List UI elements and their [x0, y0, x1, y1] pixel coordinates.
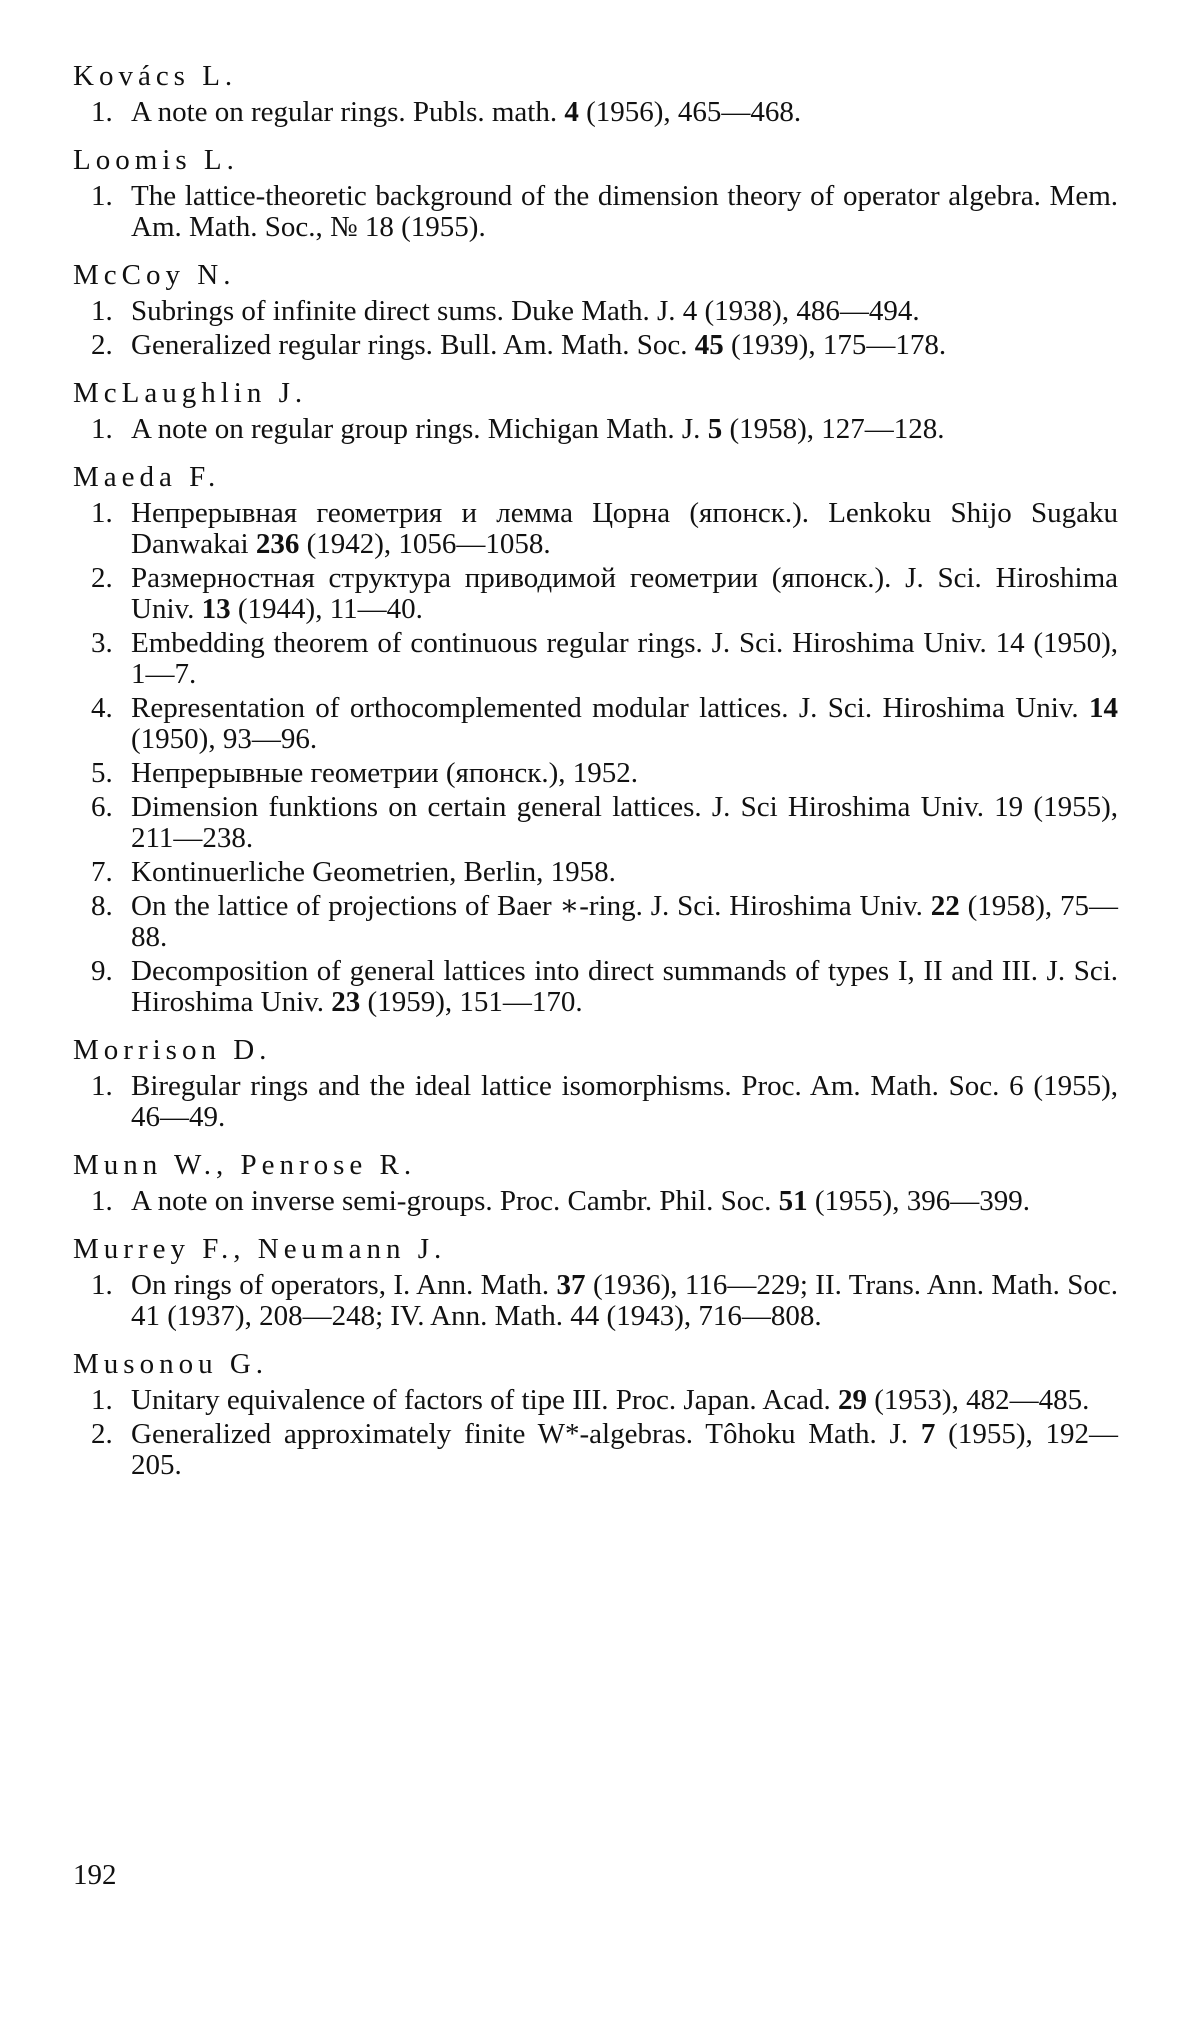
author-name: Morrison D.	[73, 1034, 272, 1066]
entry-text: On the lattice of projections of Baer ∗-ring. J. Sci. Hiroshima Univ.	[131, 890, 923, 922]
entry-volume: 22	[930, 890, 960, 922]
reference-entry	[73, 693, 1118, 755]
entry-text: Representation of orthocomplemented modular lattices. J. Sci. Hiroshima Univ.	[131, 692, 1079, 724]
page-number: 192	[73, 1859, 117, 1891]
entry-number: 2.	[91, 329, 113, 361]
entry-number: 4.	[91, 692, 113, 724]
reference-entry	[73, 330, 1118, 361]
entry-text: The lattice-theoretic background of the dimension theory of operator algebra. Mem. Am. Math. Soc., № 18 (1955).	[131, 180, 1118, 243]
entry-text: Unitary equivalence of factors of tipe III. Proc. Japan. Acad.	[131, 1384, 831, 1416]
entry-text: On rings of operators, I. Ann. Math.	[131, 1269, 550, 1301]
entry-number: 8.	[91, 890, 113, 922]
reference-entry	[73, 792, 1118, 854]
author-block-loomis	[73, 142, 1118, 243]
reference-entry	[73, 1071, 1118, 1133]
reference-entry	[73, 956, 1118, 1018]
entry-volume: 51	[778, 1185, 808, 1217]
author-block-musonou	[73, 1346, 1118, 1481]
entry-text-tail: (1959), 151—170.	[367, 986, 583, 1018]
entry-number: 6.	[91, 791, 113, 823]
entry-text: A note on regular group rings. Michigan Math. J.	[131, 413, 701, 445]
entry-text: A note on inverse semi-groups. Proc. Cambr. Phil. Soc.	[131, 1185, 772, 1217]
reference-entry	[73, 1186, 1118, 1217]
reference-entry	[73, 628, 1118, 690]
entry-number: 9.	[91, 955, 113, 987]
entry-text-tail: (1958), 127—128.	[729, 413, 945, 445]
author-name: Kovács L.	[73, 60, 238, 92]
reference-entry	[73, 296, 1118, 327]
entry-text-tail: (1953), 482—485.	[874, 1384, 1090, 1416]
entry-text: Непрерывные геометрии (японск.), 1952.	[131, 757, 639, 789]
entry-text: Decomposition of general lattices into direct summands of types I, II and III. J. Sci. Hiroshima Univ.	[131, 955, 1118, 1018]
entry-volume: 236	[255, 528, 300, 560]
entry-text: Generalized approximately finite W*-algebras. Tôhoku Math. J.	[131, 1418, 909, 1450]
entry-text: Kontinuerliche Geometrien, Berlin, 1958.	[131, 856, 616, 888]
entry-text: Непрерывная геометрия и лемма Цорна (японск.). Lenkoku Shijo Sugaku Danwakai	[131, 497, 1118, 560]
entry-text: Размерностная структура приводимой геометрии (японск.). J. Sci. Hiroshima Univ.	[131, 562, 1118, 625]
entry-number: 1.	[91, 413, 113, 445]
author-name: Murrey F., Neumann J.	[73, 1233, 447, 1265]
entry-volume: 5	[707, 413, 723, 445]
author-name: Munn W., Penrose R.	[73, 1149, 417, 1181]
entry-volume: 13	[201, 593, 231, 625]
reference-entry	[73, 181, 1118, 243]
reference-entry	[73, 563, 1118, 625]
entry-volume: 29	[838, 1384, 868, 1416]
entry-text-tail: (1958), 75—88.	[131, 890, 1118, 953]
bibliography-page	[73, 58, 1118, 1495]
reference-entry	[73, 1419, 1118, 1481]
entry-volume: 37	[556, 1269, 586, 1301]
reference-entry	[73, 414, 1118, 445]
author-block-maeda	[73, 459, 1118, 1018]
reference-entry	[73, 758, 1118, 789]
author-block-munn-penrose	[73, 1147, 1118, 1217]
entry-number: 2.	[91, 562, 113, 594]
entry-text-tail: (1944), 11—40.	[237, 593, 423, 625]
entry-volume: 23	[331, 986, 361, 1018]
reference-entry	[73, 97, 1118, 128]
entry-text: Generalized regular rings. Bull. Am. Math. Soc.	[131, 329, 688, 361]
entry-text-tail: (1936), 116—229; II. Trans. Ann. Math. Soc. 41 (1937), 208—248; IV. Ann. Math. 44 (1943), 716—808.	[131, 1269, 1119, 1332]
entry-number: 2.	[91, 1418, 113, 1450]
author-block-kovacs	[73, 58, 1118, 128]
entry-text-tail: (1942), 1056—1058.	[306, 528, 551, 560]
entry-number: 5.	[91, 757, 113, 789]
entry-number: 1.	[91, 1185, 113, 1217]
entry-number: 3.	[91, 627, 113, 659]
author-block-mccoy	[73, 257, 1118, 361]
author-block-murrey-neumann	[73, 1231, 1118, 1332]
author-name: McLaughlin J.	[73, 377, 308, 409]
entry-number: 1.	[91, 497, 113, 529]
reference-entry	[73, 1270, 1118, 1332]
entry-text-tail: (1939), 175—178.	[731, 329, 947, 361]
author-block-mclaughlin	[73, 375, 1118, 445]
entry-text: Embedding theorem of continuous regular rings. J. Sci. Hiroshima Univ. 14 (1950), 1—7.	[131, 627, 1118, 690]
entry-number: 1.	[91, 1269, 113, 1301]
entry-number: 7.	[91, 856, 113, 888]
entry-text: Subrings of infinite direct sums. Duke Math. J. 4 (1938), 486—494.	[131, 295, 920, 327]
entry-volume: 14	[1089, 692, 1118, 724]
entry-volume: 7	[920, 1418, 936, 1450]
entry-text-tail: (1950), 93—96.	[131, 723, 318, 755]
reference-entry	[73, 498, 1118, 560]
reference-entry	[73, 1385, 1118, 1416]
entry-text-tail: (1955), 192—205.	[131, 1418, 1119, 1481]
entry-number: 1.	[91, 1070, 113, 1102]
entry-number: 1.	[91, 1384, 113, 1416]
entry-text: Dimension funktions on certain general lattices. J. Sci Hiroshima Univ. 19 (1955), 211—238.	[131, 791, 1118, 854]
author-name: Maeda F.	[73, 461, 221, 493]
author-name: McCoy N.	[73, 259, 236, 291]
entry-text-tail: (1955), 396—399.	[814, 1185, 1030, 1217]
reference-entry	[73, 857, 1118, 888]
reference-entry	[73, 891, 1118, 953]
entry-number: 1.	[91, 295, 113, 327]
author-name: Loomis L.	[73, 144, 239, 176]
author-name: Musonou G.	[73, 1348, 269, 1380]
entry-text: Biregular rings and the ideal lattice isomorphisms. Proc. Am. Math. Soc. 6 (1955), 46—49.	[131, 1070, 1118, 1133]
entry-text-tail: (1956), 465—468.	[586, 96, 802, 128]
entry-number: 1.	[91, 180, 113, 212]
entry-volume: 4	[564, 96, 579, 128]
entry-number: 1.	[91, 96, 113, 128]
author-block-morrison	[73, 1032, 1118, 1133]
entry-text: A note on regular rings. Publs. math.	[131, 96, 558, 128]
entry-volume: 45	[694, 329, 724, 361]
